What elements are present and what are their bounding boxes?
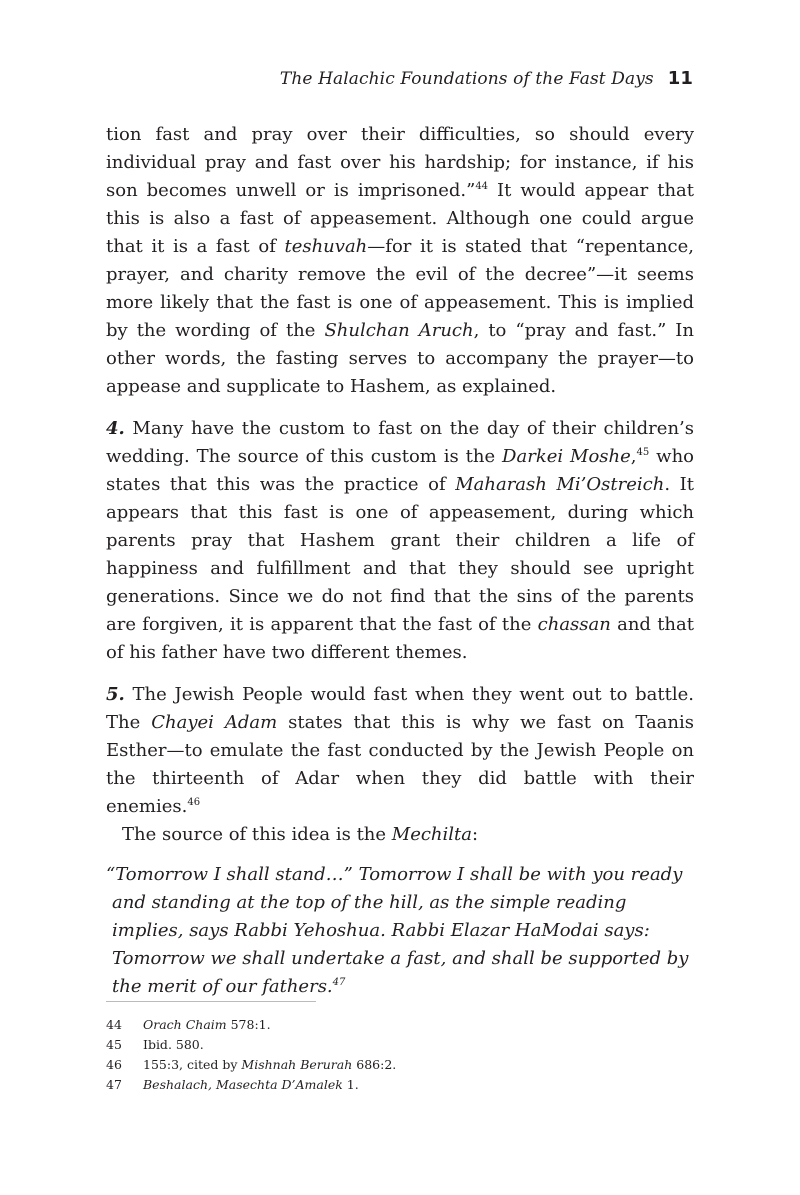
footnote-ref-45[interactable]: 45 (636, 447, 650, 458)
footnote-text: 155:3, cited by (143, 1057, 242, 1072)
footnote-number: 47 (106, 1077, 122, 1092)
footnote-number: 46 (106, 1057, 122, 1072)
term-chassan: chassan (537, 614, 611, 635)
footnote-italic: Beshalach, Masechta D’Amalek (143, 1077, 343, 1092)
term-chayei-adam: Chayei Adam (151, 712, 278, 733)
text-run: : (472, 824, 479, 845)
text-run: Many have the custom to fast on the day of their children’s wedding. The source of this custom is the (106, 418, 694, 467)
text-run: who states that this was the practice of (106, 446, 695, 495)
header-title: The Halachic Foundations of the Fast Days (279, 69, 654, 89)
footnote-italic: Orach Chaim (143, 1017, 227, 1032)
text-run: The Jewish People would fast when they went out to battle. The (106, 684, 694, 733)
footnote-ref-44[interactable]: 44 (475, 181, 489, 192)
block-quote (106, 861, 694, 1001)
footnote-text: 686:2. (352, 1057, 397, 1072)
paragraph-3 (106, 681, 694, 821)
text-run: , (630, 446, 637, 467)
footnote-text: Ibid. 580. (143, 1037, 204, 1052)
footnote-number: 44 (106, 1017, 122, 1032)
text-run: , to “pray and fast.” In other words, the fasting serves to accompany the prayer—to appease and supplicate to Hashem, as explained. (106, 320, 694, 397)
page-number: 11 (667, 68, 693, 89)
quote-text: “Tomorrow I shall stand…” Tomorrow I shall be with you ready and standing at the top of the hill, as the simple reading implies, says Rabbi Yehoshua. Rabbi Elazar HaModai says: Tomorrow we shall undertake a fast, and shall be supported by the merit of our fathers. (106, 864, 689, 997)
text-run: tion fast and pray over their difficulties, so should every individual pray and fast over his hardship; for instance, if his son becomes unwell or is imprisoned.” (106, 124, 694, 201)
footnote-text: 578:1. (226, 1017, 271, 1032)
term-mechilta: Mechilta (391, 824, 473, 845)
text-run: . It appears that this fast is one of appeasement, during which parents pray that Hashem grant their children a life of happiness and fulfillment and that they should see upright generations. Since we do not find that the sins of the parents are forgiven, it is apparent that the fast of the (106, 474, 694, 635)
footnote-45 (106, 1035, 396, 1055)
text-run: states that this is why we fast on Taanis Esther—to emulate the fast conducted by the Jewish People on the thirteenth of Adar when they did battle with their enemies. (106, 712, 694, 817)
term-maharash: Maharash Mi’Ostreich (455, 474, 665, 495)
paragraph-1 (106, 121, 694, 401)
term-shulchan-aruch: Shulchan Aruch (324, 320, 474, 341)
footnote-ref-46[interactable]: 46 (187, 797, 201, 808)
footnote-italic: Mishnah Berurah (241, 1057, 353, 1072)
paragraph-4 (106, 821, 694, 849)
text-run: —for it is stated that “repentance, prayer, and charity remove the evil of the decree”—it seems more likely that the fast is one of appeasement. This is implied by the wording of the (106, 236, 695, 341)
footnote-ref-47[interactable]: 47 (332, 977, 346, 988)
running-header (280, 68, 693, 89)
footnotes (106, 1015, 396, 1095)
text-run: and that of his father have two different themes. (106, 614, 694, 663)
paragraph-2 (106, 415, 694, 667)
footnote-number: 45 (106, 1037, 122, 1052)
term-darkei-moshe: Darkei Moshe (502, 446, 631, 467)
footnote-text: 1. (342, 1077, 359, 1092)
footnote-46 (106, 1055, 396, 1075)
footnote-47 (106, 1075, 396, 1095)
footnote-divider (106, 1001, 316, 1002)
text-run: The source of this idea is the (122, 824, 392, 845)
paragraph-number: 4. (106, 418, 125, 439)
paragraph-number: 5. (106, 684, 125, 705)
term-teshuvah: teshuvah (284, 236, 368, 257)
text-run: It would appear that this is also a fast of appeasement. Although one could argue that it is a fast of (106, 180, 694, 257)
footnote-44 (106, 1015, 396, 1035)
body-text (106, 121, 694, 1001)
